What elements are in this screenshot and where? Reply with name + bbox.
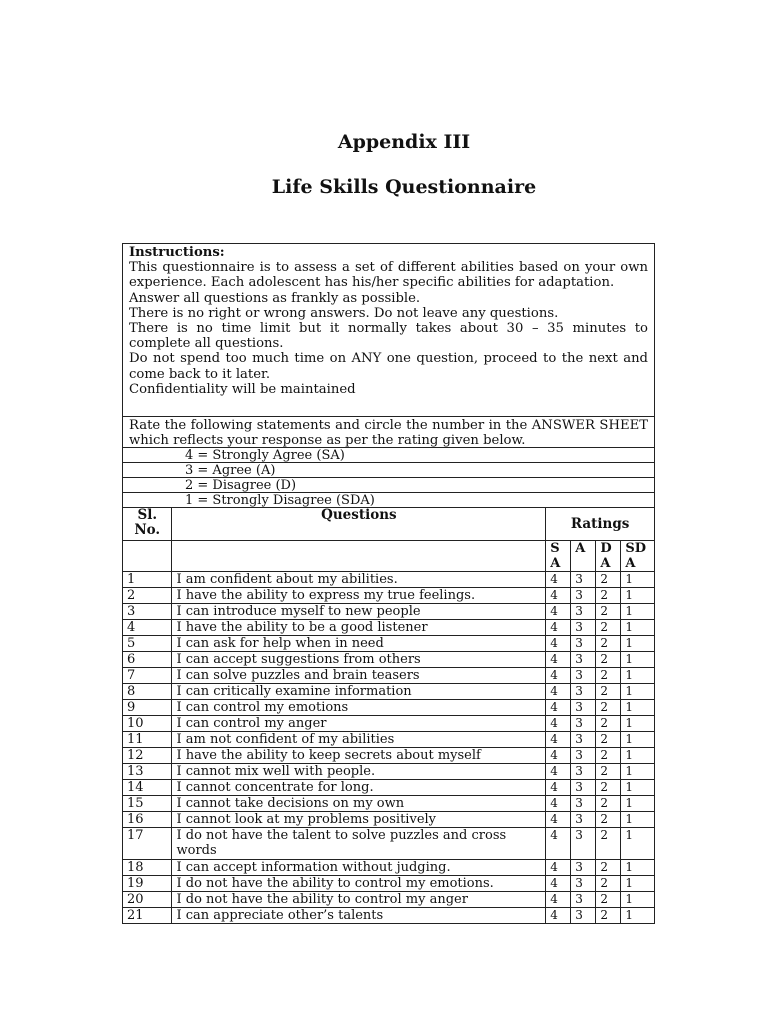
table-row [123, 828, 654, 860]
question-number: 1 [123, 572, 172, 588]
rating-value[interactable]: 2 [596, 796, 621, 812]
rating-value[interactable]: 2 [596, 732, 621, 748]
table-row [123, 876, 654, 892]
question-text: I cannot take decisions on my own [172, 796, 546, 812]
question-number: 3 [123, 604, 172, 620]
instruction-line: This questionnaire is to assess a set of different abilities based on your own experience. Each adolescent has his/her specific abilities for adaptation. [129, 260, 648, 291]
col-header-ratings: Ratings [546, 508, 654, 541]
question-number: 14 [123, 780, 172, 796]
rating-value[interactable]: 2 [596, 636, 621, 652]
rating-value[interactable]: 1 [621, 588, 654, 604]
rating-head-da: D A [596, 541, 621, 572]
rating-value[interactable]: 4 [546, 652, 571, 668]
rating-value[interactable]: 4 [546, 588, 571, 604]
questionnaire-frame [122, 243, 655, 924]
rating-value[interactable]: 4 [546, 860, 571, 876]
table-row [123, 700, 654, 716]
question-text: I can accept suggestions from others [172, 652, 546, 668]
rating-value[interactable]: 4 [546, 604, 571, 620]
question-number: 7 [123, 668, 172, 684]
rating-value[interactable]: 1 [621, 572, 654, 588]
instruction-line: Confidentiality will be maintained [129, 381, 356, 397]
rating-value[interactable]: 3 [571, 620, 596, 636]
rating-value[interactable]: 1 [621, 908, 654, 924]
rating-value[interactable]: 2 [596, 604, 621, 620]
rating-value[interactable]: 2 [596, 812, 621, 828]
question-number: 12 [123, 748, 172, 764]
rating-head-sda: SD A [621, 541, 654, 572]
rating-value[interactable]: 3 [571, 860, 596, 876]
rating-value[interactable]: 2 [596, 684, 621, 700]
scale-item: 4 = Strongly Agree (SA) [123, 448, 654, 463]
question-text: I can introduce myself to new people [172, 604, 546, 620]
question-text: I can accept information without judging. [172, 860, 546, 876]
question-text: I can critically examine information [172, 684, 546, 700]
rating-value[interactable]: 4 [546, 684, 571, 700]
table-row [123, 684, 654, 700]
table-row [123, 796, 654, 812]
rating-value[interactable]: 3 [571, 828, 596, 860]
rating-value[interactable]: 3 [571, 668, 596, 684]
rating-value[interactable]: 2 [596, 572, 621, 588]
question-number: 16 [123, 812, 172, 828]
table-row [123, 892, 654, 908]
rating-value[interactable]: 1 [621, 636, 654, 652]
question-number: 11 [123, 732, 172, 748]
rating-value[interactable]: 4 [546, 780, 571, 796]
instructions-box [123, 244, 654, 417]
rating-value[interactable]: 3 [571, 716, 596, 732]
question-number: 5 [123, 636, 172, 652]
rating-value[interactable]: 1 [621, 764, 654, 780]
rating-value[interactable]: 4 [546, 796, 571, 812]
question-number: 6 [123, 652, 172, 668]
rating-value[interactable]: 2 [596, 700, 621, 716]
question-text: I cannot mix well with people. [172, 764, 546, 780]
table-row [123, 716, 654, 732]
rating-value[interactable]: 3 [571, 636, 596, 652]
table-row [123, 780, 654, 796]
rating-value[interactable]: 3 [571, 780, 596, 796]
scale-item: 3 = Agree (A) [123, 463, 654, 478]
table-row [123, 860, 654, 876]
empty-cell [123, 541, 172, 572]
rating-head-a: A [571, 541, 596, 572]
rating-value[interactable]: 3 [571, 732, 596, 748]
questionnaire-title: Life Skills Questionnaire [271, 176, 537, 198]
table-row [123, 748, 654, 764]
question-text: I do not have the ability to control my emotions. [172, 876, 546, 892]
question-text: I can ask for help when in need [172, 636, 546, 652]
rating-value[interactable]: 4 [546, 764, 571, 780]
rating-value[interactable]: 4 [546, 636, 571, 652]
question-text: I can appreciate other’s talents [172, 908, 546, 924]
table-row [123, 668, 654, 684]
rating-value[interactable]: 1 [621, 732, 654, 748]
questions-table [123, 508, 654, 923]
rating-value[interactable]: 2 [596, 588, 621, 604]
rating-value[interactable]: 4 [546, 668, 571, 684]
question-number: 21 [123, 908, 172, 924]
questions-body [123, 572, 654, 924]
rating-value[interactable]: 3 [571, 572, 596, 588]
rating-value[interactable]: 4 [546, 700, 571, 716]
table-row [123, 908, 654, 924]
appendix-heading: Appendix III [337, 131, 471, 153]
rating-value[interactable]: 1 [621, 780, 654, 796]
rating-value[interactable]: 3 [571, 684, 596, 700]
rating-head-sa: S A [546, 541, 571, 572]
rating-value[interactable]: 3 [571, 892, 596, 908]
rating-value[interactable]: 3 [571, 652, 596, 668]
col-header-questions: Questions [172, 508, 546, 541]
table-row [123, 572, 654, 588]
instruction-line: Answer all questions as frankly as possible. [129, 290, 421, 306]
question-text: I do not have the ability to control my anger [172, 892, 546, 908]
question-number: 15 [123, 796, 172, 812]
question-number: 18 [123, 860, 172, 876]
scale-item: 2 = Disagree (D) [123, 478, 654, 493]
instruction-line: There is no right or wrong answers. Do not leave any questions. [129, 305, 559, 321]
question-text: I can control my anger [172, 716, 546, 732]
question-text: I am not confident of my abilities [172, 732, 546, 748]
rating-value[interactable]: 3 [571, 748, 596, 764]
rating-value[interactable]: 4 [546, 908, 571, 924]
question-number: 20 [123, 892, 172, 908]
question-text: I have the ability to be a good listener [172, 620, 546, 636]
question-number: 19 [123, 876, 172, 892]
rating-value[interactable]: 1 [621, 684, 654, 700]
rating-value[interactable]: 2 [596, 748, 621, 764]
question-number: 8 [123, 684, 172, 700]
rating-value[interactable]: 2 [596, 716, 621, 732]
table-row [123, 812, 654, 828]
rating-value[interactable]: 1 [621, 716, 654, 732]
table-row [123, 604, 654, 620]
question-text: I cannot concentrate for long. [172, 780, 546, 796]
table-row [123, 764, 654, 780]
rating-value[interactable]: 4 [546, 812, 571, 828]
rating-value[interactable]: 1 [621, 796, 654, 812]
rating-value[interactable]: 4 [546, 620, 571, 636]
rating-value[interactable]: 2 [596, 668, 621, 684]
rating-value[interactable]: 4 [546, 716, 571, 732]
rating-value[interactable]: 2 [596, 780, 621, 796]
rating-value[interactable]: 2 [596, 620, 621, 636]
rating-value[interactable]: 1 [621, 812, 654, 828]
question-number: 9 [123, 700, 172, 716]
rating-value[interactable]: 1 [621, 828, 654, 860]
rating-note: Rate the following statements and circle the number in the ANSWER SHEET which reflects your response as per the rating given below. [123, 417, 654, 448]
table-row [123, 652, 654, 668]
rating-value[interactable]: 1 [621, 668, 654, 684]
rating-value[interactable]: 4 [546, 748, 571, 764]
rating-value[interactable]: 3 [571, 908, 596, 924]
question-text: I have the ability to express my true feelings. [172, 588, 546, 604]
instruction-line: Do not spend too much time on ANY one question, proceed to the next and come back to it later. [129, 351, 648, 382]
scale-item: 1 = Strongly Disagree (SDA) [123, 493, 654, 508]
question-number: 4 [123, 620, 172, 636]
rating-value[interactable]: 4 [546, 572, 571, 588]
question-text: I cannot look at my problems positively [172, 812, 546, 828]
rating-value[interactable]: 3 [571, 588, 596, 604]
empty-cell [172, 541, 546, 572]
instruction-line: There is no time limit but it normally takes about 30 – 35 minutes to complete all questions. [129, 321, 648, 352]
rating-value[interactable]: 2 [596, 764, 621, 780]
rating-value[interactable]: 3 [571, 604, 596, 620]
question-text: I do not have the talent to solve puzzles and cross words [172, 828, 546, 860]
question-number: 17 [123, 828, 172, 860]
table-row [123, 620, 654, 636]
rating-value[interactable]: 2 [596, 860, 621, 876]
table-row [123, 588, 654, 604]
question-number: 10 [123, 716, 172, 732]
table-row [123, 732, 654, 748]
rating-value[interactable]: 1 [621, 620, 654, 636]
col-header-sl-no: Sl. No. [123, 508, 172, 541]
rating-value[interactable]: 3 [571, 700, 596, 716]
question-text: I can control my emotions [172, 700, 546, 716]
question-text: I am confident about my abilities. [172, 572, 546, 588]
rating-value[interactable]: 1 [621, 604, 654, 620]
rating-value[interactable]: 4 [546, 732, 571, 748]
rating-value[interactable]: 4 [546, 892, 571, 908]
rating-value[interactable]: 4 [546, 876, 571, 892]
rating-value[interactable]: 3 [571, 764, 596, 780]
rating-value[interactable]: 1 [621, 892, 654, 908]
rating-value[interactable]: 1 [621, 860, 654, 876]
rating-value[interactable]: 1 [621, 700, 654, 716]
question-text: I have the ability to keep secrets about myself [172, 748, 546, 764]
rating-value[interactable]: 1 [621, 652, 654, 668]
rating-value[interactable]: 2 [596, 828, 621, 860]
rating-value[interactable]: 1 [621, 876, 654, 892]
instructions-title: Instructions: [129, 245, 225, 260]
rating-value[interactable]: 2 [596, 652, 621, 668]
question-number: 13 [123, 764, 172, 780]
rating-value[interactable]: 3 [571, 812, 596, 828]
rating-value[interactable]: 3 [571, 876, 596, 892]
question-number: 2 [123, 588, 172, 604]
table-row [123, 636, 654, 652]
rating-value[interactable]: 2 [596, 892, 621, 908]
rating-value[interactable]: 4 [546, 828, 571, 860]
rating-value[interactable]: 1 [621, 748, 654, 764]
rating-value[interactable]: 2 [596, 876, 621, 892]
question-text: I can solve puzzles and brain teasers [172, 668, 546, 684]
rating-value[interactable]: 2 [596, 908, 621, 924]
rating-value[interactable]: 3 [571, 796, 596, 812]
